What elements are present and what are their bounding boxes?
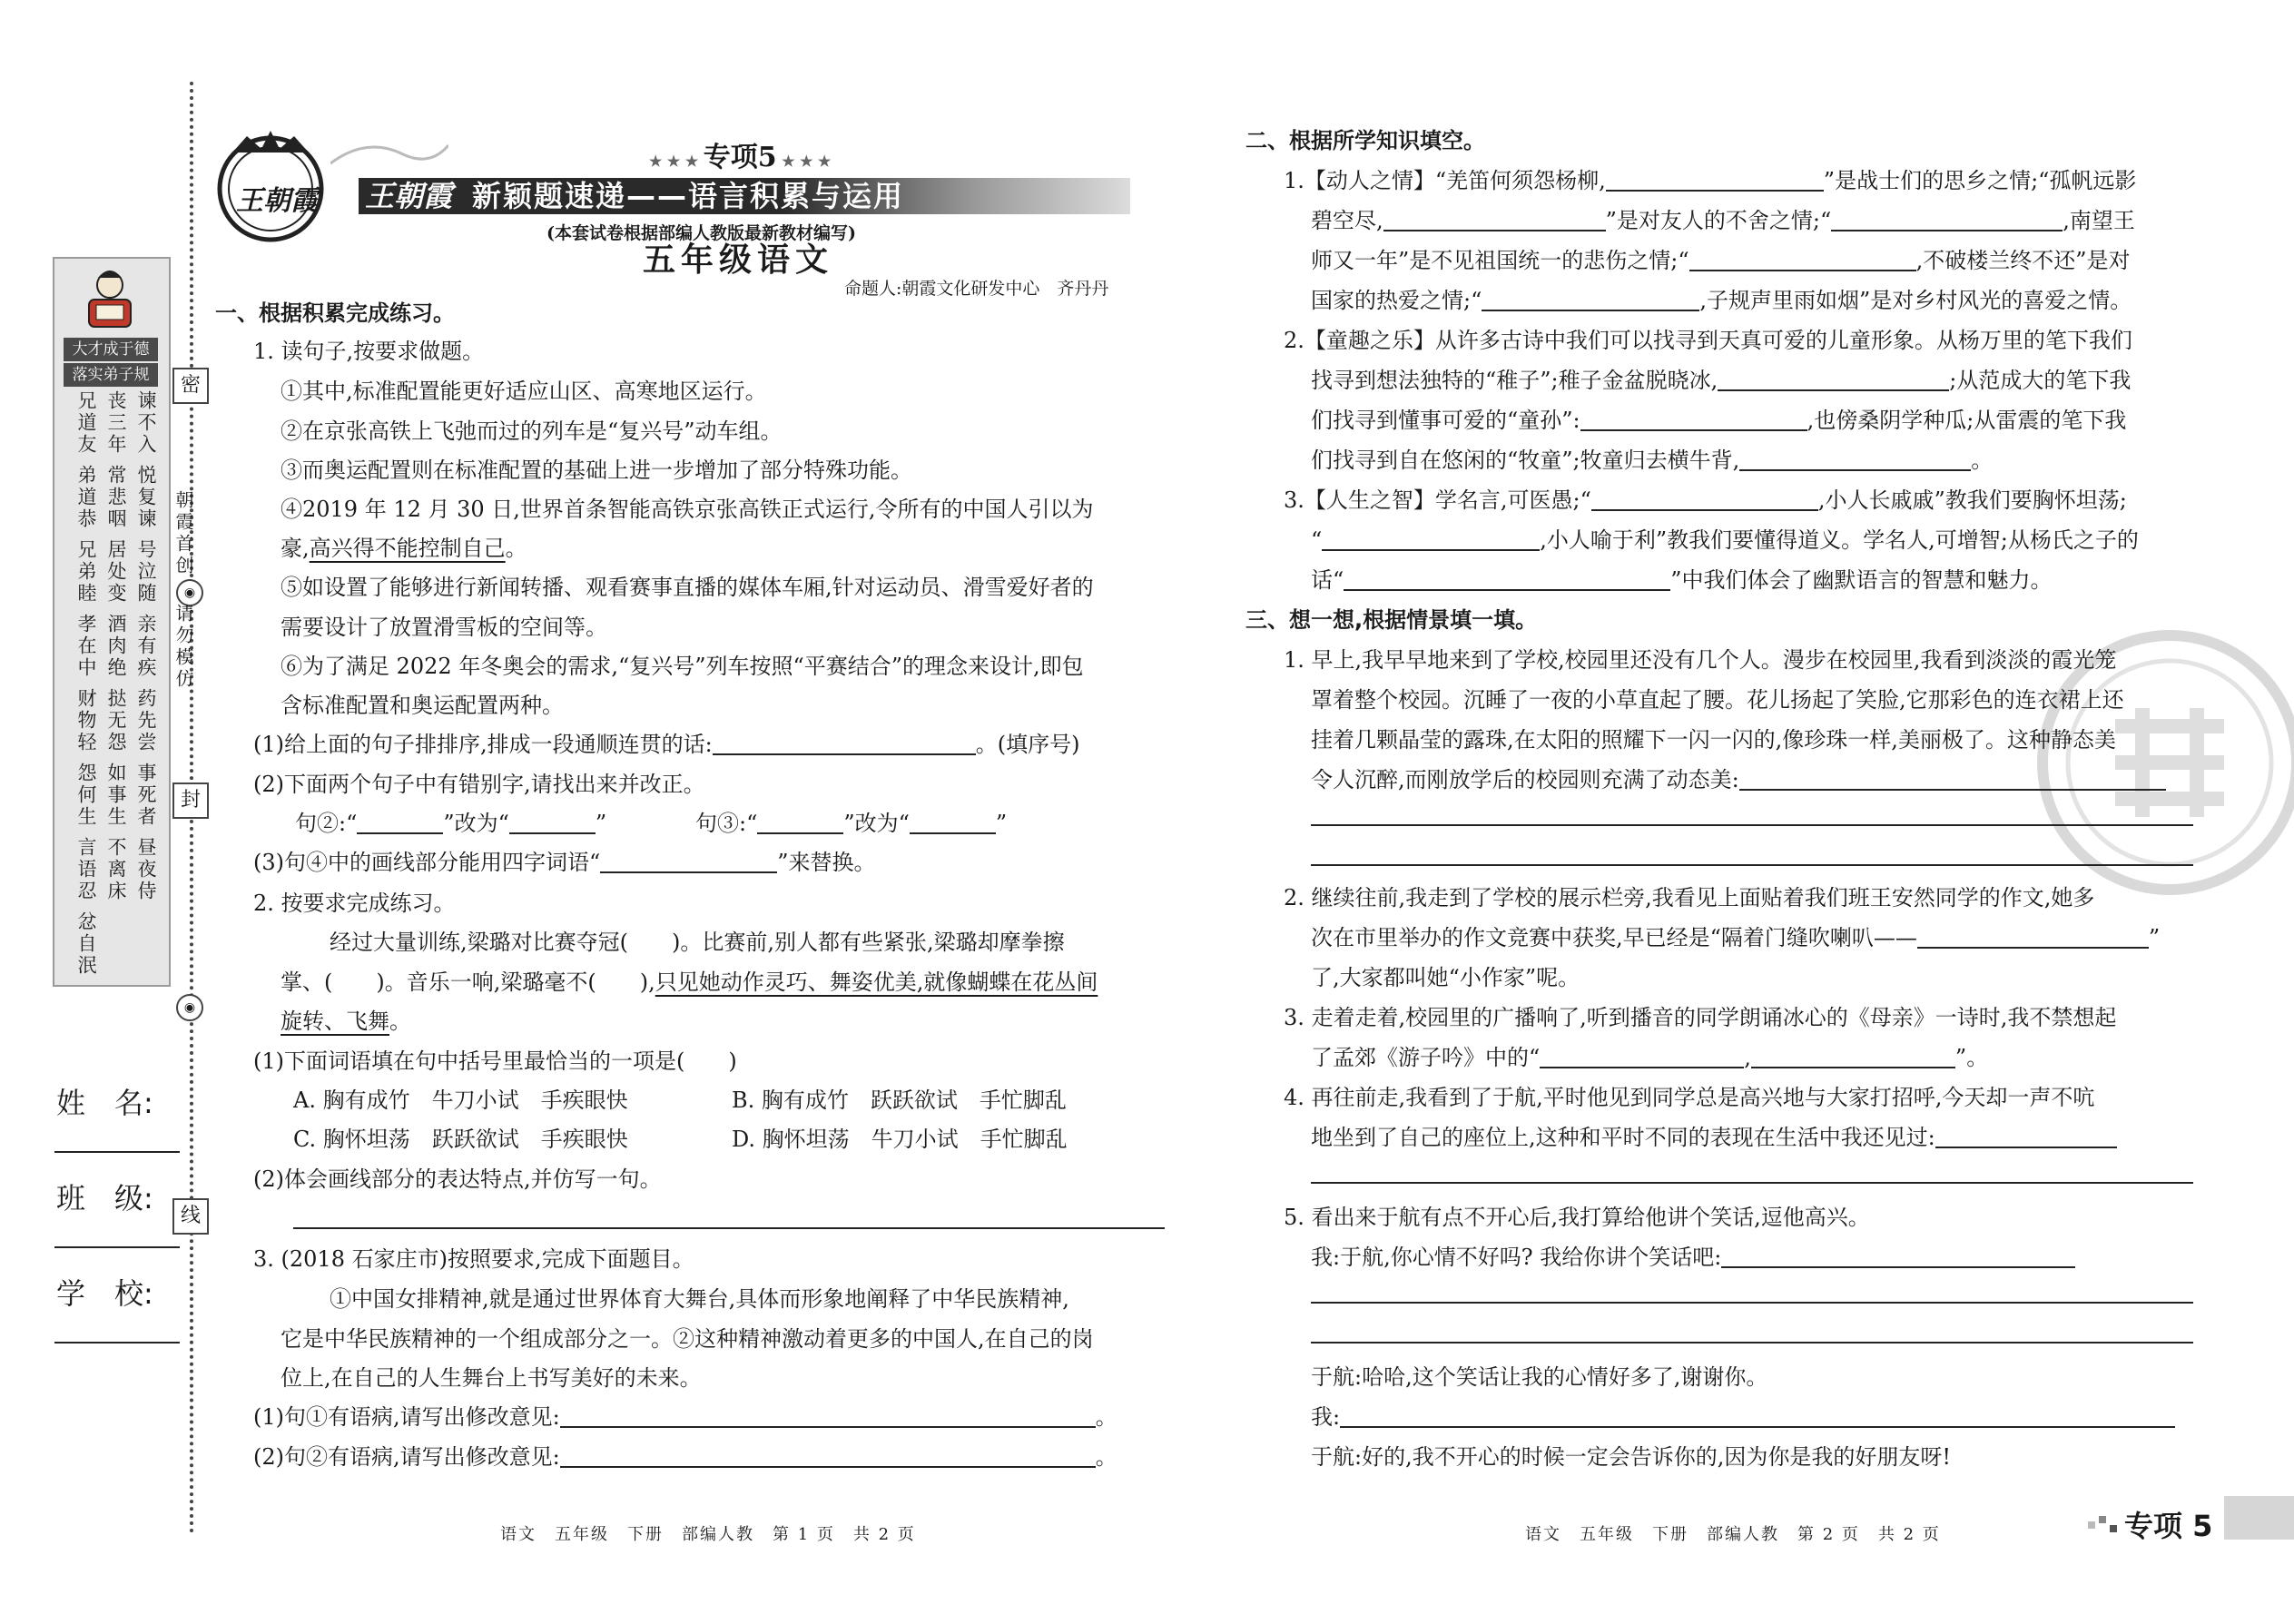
answer-line[interactable] <box>293 1227 1165 1229</box>
series-title: 新颖题速递——语言积累与运用 <box>472 179 905 213</box>
brand-logo: 王朝霞 <box>365 179 453 213</box>
answer-blank[interactable] <box>1482 288 1699 311</box>
sentence-5-cont: 需要设计了放置滑雪板的空间等。 <box>281 615 607 640</box>
answer-line[interactable] <box>1311 1342 2193 1343</box>
verse-col: 常悲咽 <box>105 465 127 530</box>
t1-line4: 令人沉醉,而刚放学后的校园则充满了动态美: <box>1311 766 2166 793</box>
footer-left: 语文 五年级 下册 部编人教 第 1 页 共 2 页 <box>500 1525 916 1544</box>
answer-blank[interactable] <box>713 732 976 755</box>
punch-hole-icon: ◉ <box>176 579 203 606</box>
t2-line2: 次在市里举办的作文竞赛中获奖,早已经是“隔着门缝吹喇叭—— ” <box>1311 925 2161 950</box>
verse-col: 如事生 <box>105 763 127 828</box>
sentence-6-cont: 含标准配置和奥运配置两种。 <box>281 693 564 718</box>
r2-line1: 2.【童趣之乐】从许多古诗中我们可以找寻到天真可爱的儿童形象。从杨万里的笔下我们 <box>1284 328 2132 353</box>
t1-line1: 1. 早上,我早早地来到了学校,校园里还没有几个人。漫步在校园里,我看到淡淡的霞光笼 <box>1284 647 2117 673</box>
section-1-heading: 一、根据积累完成练习。 <box>215 300 455 326</box>
verse-col: 昼夜侍 <box>135 837 157 902</box>
section-3-heading: 三、想一想,根据情景填一填。 <box>1245 607 1538 633</box>
t4-line2: 地坐到了自己的座位上,这种和平时不同的表现在生活中我还见过: <box>1311 1124 2117 1151</box>
class-label: 班 级: <box>56 1181 153 1216</box>
option-d[interactable]: D. 胸怀坦荡 牛刀小试 手忙脚乱 <box>732 1127 1068 1152</box>
answer-line[interactable] <box>1311 864 2193 866</box>
answer-blank[interactable] <box>1917 925 2149 949</box>
tab-marker <box>2224 1496 2294 1540</box>
t4-line1: 4. 再往前走,我看到了于航,平时他见到同学总是高兴地与大家打招呼,今天却一声不吭 <box>1284 1085 2095 1110</box>
q1-sub3: (3)句④中的画线部分能用四字词语“ ”来替换。 <box>253 850 876 875</box>
q2-sub1: (1)下面词语填在句中括号里最恰当的一项是( ) <box>253 1048 737 1074</box>
verse-col: 言语忍 <box>75 837 97 902</box>
answer-blank[interactable] <box>1344 567 1670 591</box>
verse-col: 孝在中 <box>75 614 97 679</box>
special-tab-label: 专项 5 <box>2124 1509 2213 1543</box>
verse-col: 丧三年 <box>105 390 127 456</box>
q1-sub2-answer-b: 句③:“ ”改为“ ” <box>695 811 1008 836</box>
answer-blank[interactable] <box>757 811 843 834</box>
t3-line2: 了孟郊《游子吟》中的“ , ”。 <box>1311 1045 1989 1070</box>
sentence-3: ③而奥运配置则在标准配置的基础上进一步增加了部分特殊功能。 <box>281 458 912 483</box>
answer-blank[interactable] <box>1689 248 1916 271</box>
class-field[interactable] <box>54 1246 180 1248</box>
r3-line3: 话“ ”中我们体会了幽默语言的智慧和魅力。 <box>1311 567 2053 593</box>
verse-col: 亲有疾 <box>135 614 157 679</box>
verse-col: 弟道恭 <box>75 465 97 530</box>
verse-col: 事死者 <box>135 763 157 828</box>
verse-col: 谏不入 <box>135 390 157 456</box>
q1-sub2: (2)下面两个句子中有错别字,请找出来并改正。 <box>253 772 705 797</box>
verse-col: 兄弟睦 <box>75 539 97 605</box>
t5-line2: 我:于航,你心情不好吗? 我给你讲个笑话吧: <box>1311 1244 2075 1271</box>
footer-right: 语文 五年级 下册 部编人教 第 2 页 共 2 页 <box>1525 1525 1941 1544</box>
answer-blank[interactable] <box>509 811 596 834</box>
t5-line4: 我: <box>1311 1403 2175 1431</box>
t1-line3: 挂着几颗晶莹的露珠,在太阳的照耀下一闪一闪的,像珍珠一样,美丽极了。这种静态美 <box>1311 727 2116 753</box>
r2-line3: 们找寻到懂事可爱的“童孙”: ,也傍桑阴学种瓜;从雷震的笔下我 <box>1311 408 2127 433</box>
q3-passage-3: 位上,在自己的人生舞台上书写美好的未来。 <box>281 1365 702 1391</box>
verse-col: 居处变 <box>105 539 127 605</box>
sentence-6: ⑥为了满足 2022 年冬奥会的需求,“复兴号”列车按照“平赛结合”的理念来设计,即包 <box>281 654 1084 679</box>
answer-blank[interactable] <box>1935 1125 2117 1148</box>
answer-blank[interactable] <box>1718 368 1949 391</box>
brand-seal-text: 王朝霞 <box>236 185 318 217</box>
question-3-stem: 3. (2018 石家庄市)按照要求,完成下面题目。 <box>253 1246 694 1272</box>
section-2-heading: 二、根据所学知识填空。 <box>1245 128 1485 153</box>
answer-line[interactable] <box>1311 824 2193 826</box>
t2-line3: 了,大家都叫她“小作家”呢。 <box>1311 965 1580 990</box>
edition-note: (本套试卷根据部编人教版最新教材编写) <box>546 223 856 243</box>
seal-char-feng: 封 <box>172 782 209 819</box>
answer-blank[interactable] <box>560 1404 1096 1428</box>
verse-col: 号泣随 <box>135 539 157 605</box>
t1-line2: 罩着整个校园。沉睡了一夜的小草直起了腰。花儿扬起了笑脸,它那彩色的连衣裙上还 <box>1311 687 2124 713</box>
vertical-note-1: 朝霞首创 <box>172 490 194 577</box>
grade-title: 五年级语文 <box>643 241 834 279</box>
verse-col: 忿自泯 <box>75 911 97 977</box>
answer-blank[interactable] <box>1721 1245 2075 1268</box>
answer-blank[interactable] <box>1580 408 1807 431</box>
punch-hole-icon: ◉ <box>176 994 203 1021</box>
verse-col: 兄道友 <box>75 390 97 456</box>
sentence-1: ①其中,标准配置能更好适应山区、高寒地区运行。 <box>281 379 767 404</box>
r3-line2: “ ,小人喻于利”教我们要懂得道义。学名人,可增智;从杨氏之子的 <box>1311 527 2139 553</box>
q3-sub1: (1)句①有语病,请写出修改意见: 。 <box>253 1404 1117 1430</box>
option-c[interactable]: C. 胸怀坦荡 跃跃欲试 手疾眼快 <box>293 1127 628 1152</box>
answer-blank[interactable] <box>1606 168 1824 192</box>
q2-passage-2: 掌、( )。音乐一响,梁璐毫不( ),只见她动作灵巧、舞姿优美,就像蝴蝶在花丛间 <box>281 969 1098 995</box>
verse-col: 不离床 <box>105 837 127 902</box>
option-a[interactable]: A. 胸有成竹 牛刀小试 手疾眼快 <box>293 1088 628 1113</box>
answer-blank[interactable] <box>1322 527 1540 551</box>
answer-blank[interactable] <box>1340 1404 2175 1428</box>
seal-char-mi: 密 <box>172 368 209 404</box>
r1-line4: 国家的热爱之情;“ ,子规声里雨如烟”是对乡村风光的喜爱之情。 <box>1311 288 2132 313</box>
t5-line5: 于航:好的,我不开心的时候一定会告诉你的,因为你是我的好朋友呀! <box>1311 1444 1951 1470</box>
tab-decoration-icon <box>2088 1512 2119 1536</box>
answer-blank[interactable] <box>560 1444 1096 1468</box>
answer-blank[interactable] <box>1739 767 2166 791</box>
q1-sub1: (1)给上面的句子排排序,排成一段通顺连贯的话: 。(填序号) <box>253 732 1080 757</box>
special-label: ★ ★ ★ 专项5 ★ ★ ★ <box>649 142 832 173</box>
sentence-4-cont: 豪,高兴得不能控制自己。 <box>281 536 527 561</box>
name-field[interactable] <box>54 1151 180 1153</box>
ribbon-decoration-icon <box>330 136 448 172</box>
school-label: 学 校: <box>56 1276 153 1311</box>
t3-line1: 3. 走着走着,校园里的广播响了,听到播音的同学朗诵冰心的《母亲》一诗时,我不禁想起 <box>1284 1005 2117 1030</box>
sentence-2: ②在京张高铁上飞弛而过的列车是“复兴号”动车组。 <box>281 418 783 444</box>
author-line: 命题人:朝霞文化研发中心 齐丹丹 <box>844 279 1109 299</box>
q1-sub2-answer-a: 句②:“ ”改为“ ” <box>295 811 607 836</box>
name-label: 姓 名: <box>56 1086 153 1120</box>
r1-line2: 碧空尽, ”是对友人的不舍之情;“ ,南望王 <box>1311 208 2135 233</box>
r1-line3: 师又一年”是不见祖国统一的悲伤之情;“ ,不破楼兰终不还”是对 <box>1311 248 2131 273</box>
q2-passage-1: 经过大量训练,梁璐对比赛夺冠( )。比赛前,别人都有些紧张,梁璐却摩拳擦 <box>330 930 1065 955</box>
r1-line1: 1.【动人之情】“羌笛何须怨杨柳, ”是战士们的思乡之情;“孤帆远影 <box>1284 168 2137 193</box>
answer-blank[interactable] <box>910 811 996 834</box>
answer-blank[interactable] <box>357 811 443 834</box>
q2-sub2: (2)体会画线部分的表达特点,并仿写一句。 <box>253 1166 662 1192</box>
verse-col: 酒肉绝 <box>105 614 127 679</box>
r2-line4: 们找寻到自在悠闲的“牧童”;牧童归去横牛背, 。 <box>1311 448 1994 473</box>
question-1-stem: 1. 读句子,按要求做题。 <box>253 339 485 364</box>
verse-col: 挞无怨 <box>105 688 127 753</box>
q3-sub2: (2)句②有语病,请写出修改意见: 。 <box>253 1444 1117 1470</box>
answer-blank[interactable] <box>1739 448 1971 471</box>
answer-blank[interactable] <box>1540 1045 1744 1068</box>
seal-char-xian: 线 <box>172 1198 209 1235</box>
r3-line1: 3.【人生之智】学名言,可医愚;“ ,小人长戚戚”教我们要胸怀坦荡; <box>1284 487 2127 513</box>
q2-passage-3: 旋转、飞舞。 <box>281 1009 411 1034</box>
option-b[interactable]: B. 胸有成竹 跃跃欲试 手忙脚乱 <box>732 1088 1067 1113</box>
vertical-note-2: 请勿模仿 <box>172 604 194 691</box>
sentence-5: ⑤如设置了能够进行新闻转播、观看赛事直播的媒体车厢,针对运动员、滑雪爱好者的 <box>281 575 1094 600</box>
question-2-stem: 2. 按要求完成练习。 <box>253 891 456 916</box>
answer-line[interactable] <box>1311 1182 2193 1184</box>
sidebar-motto-2: 落实弟子规 <box>64 363 158 387</box>
t5-line1: 5. 看出来于航有点不开心后,我打算给他讲个笑话,逗他高兴。 <box>1284 1205 1870 1230</box>
r2-line2: 找寻到想法独特的“稚子”;稚子金盆脱晓冰, ;从范成大的笔下我 <box>1311 368 2132 393</box>
q3-passage-2: 它是中华民族精神的一个组成部分之一。②这种精神激动着更多的中国人,在自己的岗 <box>281 1326 1094 1352</box>
answer-blank[interactable] <box>1751 1045 1955 1068</box>
verse-col: 财物轻 <box>75 688 97 753</box>
sidebar-motto-1: 大才成于德 <box>64 338 158 361</box>
answer-blank[interactable] <box>1831 208 2063 231</box>
answer-blank[interactable] <box>600 850 777 873</box>
t2-line1: 2. 继续往前,我走到了学校的展示栏旁,我看见上面贴着我们班王安然同学的作文,她多 <box>1284 885 2095 910</box>
t5-line3: 于航:哈哈,这个笑话让我的心情好多了,谢谢你。 <box>1311 1364 1768 1390</box>
verse-col: 悦复谏 <box>135 465 157 530</box>
scholar-figure-icon <box>76 265 143 332</box>
answer-line[interactable] <box>1311 1302 2193 1304</box>
answer-blank[interactable] <box>1591 487 1818 511</box>
q3-passage-1: ①中国女排精神,就是通过世界体育大舞台,具体而形象地阐释了中华民族精神, <box>330 1286 1069 1312</box>
sentence-4: ④2019 年 12 月 30 日,世界首条智能高铁京张高铁正式运行,令所有的中国人引以为 <box>281 497 1094 522</box>
school-field[interactable] <box>54 1342 180 1343</box>
verse-col: 药先尝 <box>135 688 157 753</box>
answer-blank[interactable] <box>1383 208 1606 231</box>
verse-col: 怨何生 <box>75 763 97 828</box>
